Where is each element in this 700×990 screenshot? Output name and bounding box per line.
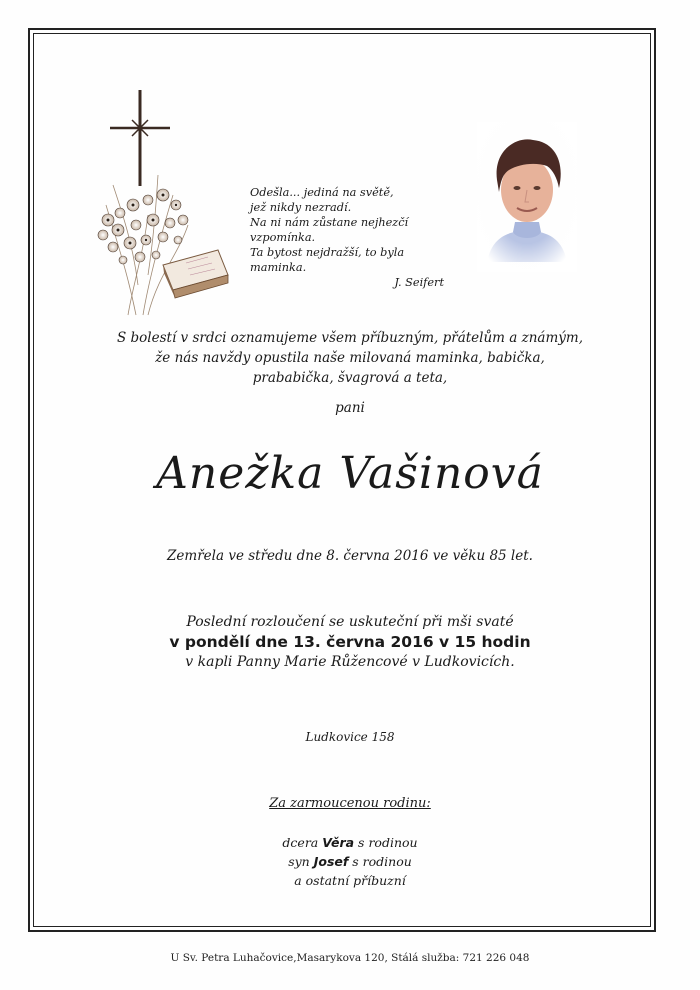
- mourner-suffix: s rodinou: [354, 835, 418, 850]
- farewell-place: v kapli Panny Marie Růžencové v Ludkovicích.: [185, 654, 515, 670]
- portrait-photo: [477, 122, 577, 272]
- mourner-relation: dcera: [282, 835, 323, 850]
- mourners-list: [60, 833, 640, 890]
- poem: [250, 185, 450, 290]
- title-word: pani: [335, 400, 365, 416]
- mourner-row: [60, 833, 640, 852]
- poem-line: Na ni nám zůstane nejhezčí vzpomínka.: [250, 216, 409, 244]
- mourner-relation: syn: [288, 854, 314, 869]
- mourners-heading: Za zarmoucenou rodinu:: [269, 796, 431, 811]
- poem-author: J. Seifert: [394, 276, 444, 289]
- footer-contact: U Sv. Petra Luhačovice,Masarykova 120, Stálá služba: 721 226 048: [170, 952, 530, 964]
- intro-line: prababička, švagrová a teta,: [252, 370, 448, 386]
- death-notice: Zemřela ve středu dne 8. června 2016 ve věku 85 let.: [167, 548, 533, 564]
- announcement-intro: [60, 328, 640, 388]
- intro-line: S bolestí v srdci oznamujeme všem příbuzným, přátelům a známým,: [116, 330, 583, 346]
- mourner-row: [60, 852, 640, 871]
- mourner-suffix: s rodinou: [348, 854, 412, 869]
- farewell-info: [60, 612, 640, 672]
- mourner-row: [60, 871, 640, 890]
- farewell-date: v pondělí dne 13. června 2016 v 15 hodin: [169, 633, 531, 651]
- mourner-name: Josef: [313, 854, 349, 869]
- address: Ludkovice 158: [305, 730, 395, 744]
- poem-line: jež nikdy nezradí.: [250, 201, 352, 214]
- mourner-relation: a ostatní příbuzní: [294, 873, 406, 888]
- poem-line: Ta bytost nejdražší, to byla maminka.: [250, 246, 405, 274]
- farewell-line: Poslední rozloučení se uskuteční při mši svaté: [186, 614, 514, 630]
- intro-line: že nás navždy opustila naše milovaná maminka, babička,: [155, 350, 545, 366]
- deceased-name: Anežka Vašinová: [156, 448, 544, 499]
- poem-line: Odešla... jediná na světě,: [250, 186, 394, 199]
- mourner-name: Věra: [322, 835, 355, 850]
- flower-bouquet-icon: [88, 165, 233, 320]
